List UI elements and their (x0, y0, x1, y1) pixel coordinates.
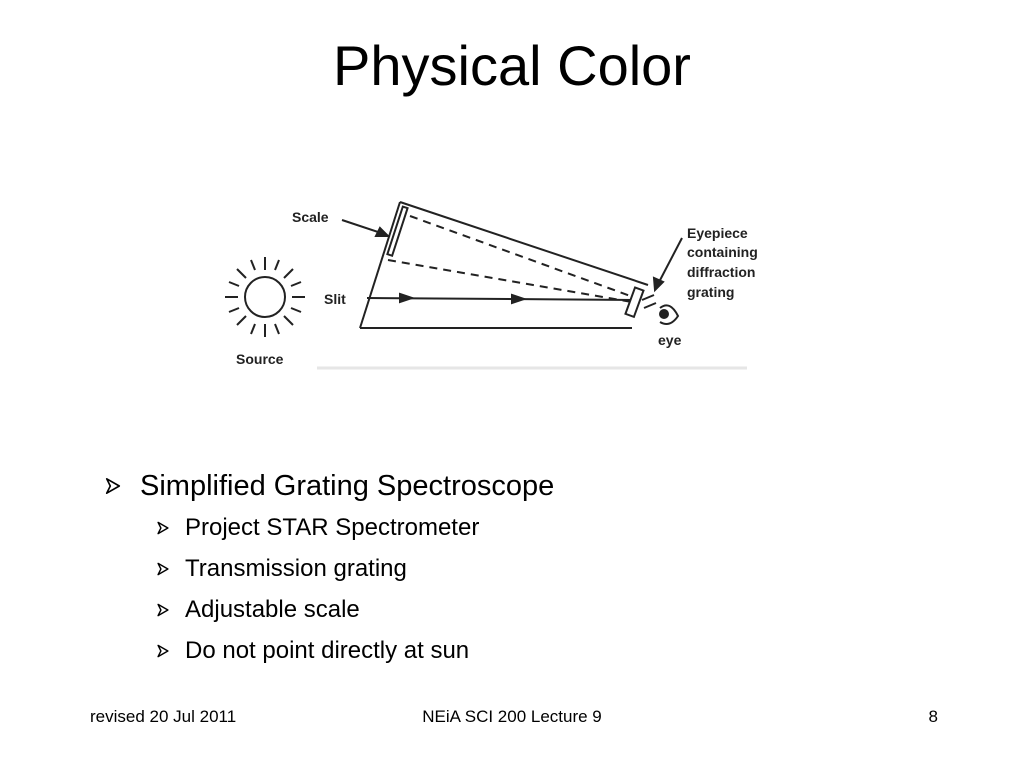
slit-label: Slit (324, 291, 346, 307)
bullet-sub (156, 634, 469, 668)
eyepiece-label-line-2: containing (687, 244, 758, 260)
bullet-sub (156, 593, 360, 627)
arrow-bullet-icon (156, 603, 170, 617)
scale-reflection-paths (388, 216, 636, 302)
bullet-sub-text: Adjustable scale (185, 596, 360, 623)
arrow-bullet-icon (156, 521, 170, 535)
eyepiece-label-line-4: grating (687, 284, 735, 300)
arrow-bullet-icon (156, 644, 170, 658)
eyepiece-label-line-3: diffraction (687, 264, 756, 280)
scale-label: Scale (292, 209, 329, 225)
bullet-sub-text: Project STAR Spectrometer (185, 514, 480, 541)
eye-icon (660, 305, 678, 324)
eye-label: eye (658, 332, 682, 348)
bullet-sub-text: Transmission grating (185, 555, 407, 582)
eyepiece-label-line-1: Eyepiece (687, 225, 748, 241)
slide-title: Physical Color (333, 34, 691, 97)
bullet-sub (156, 552, 407, 586)
source-label: Source (236, 351, 284, 367)
bullet-sub-text: Do not point directly at sun (185, 637, 470, 664)
arrow-bullet-icon (104, 477, 122, 495)
footer-course-title: NEiA SCI 200 Lecture 9 (422, 707, 602, 726)
bullet-sub (156, 511, 479, 545)
footer-revision-date: revised 20 Jul 2011 (90, 707, 237, 726)
scale-pointer-arrow (342, 220, 388, 236)
bullet-main (104, 466, 554, 506)
footer-page-number: 8 (928, 707, 938, 726)
bullet-main-text: Simplified Grating Spectroscope (140, 470, 555, 502)
eyepiece-pointer-arrow (654, 238, 682, 290)
arrow-bullet-icon (156, 562, 170, 576)
sun-source-icon (225, 257, 305, 337)
spectroscope-diagram (212, 190, 802, 380)
eyepiece-grating (625, 287, 656, 316)
